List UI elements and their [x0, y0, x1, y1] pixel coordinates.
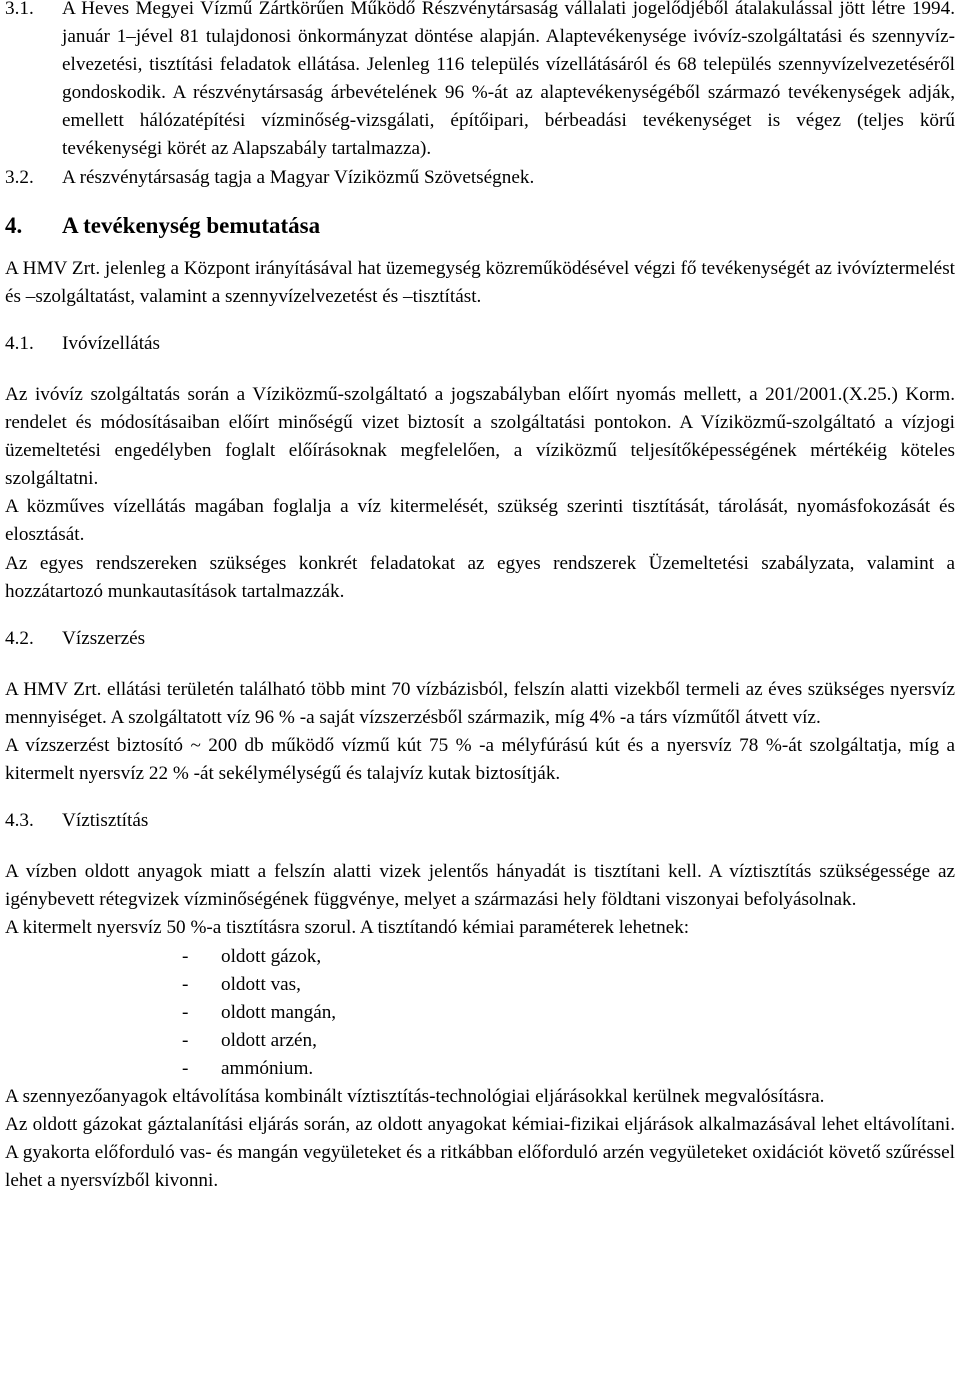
heading-number: 4.1.	[5, 332, 34, 354]
section-3-2	[5, 164, 955, 192]
section-4-intro: A HMV Zrt. jelenleg a Központ irányításával hat üzemegység közreműködésével végzi fő tevékenységét az ivóvíztermelést és –szolgáltatást, valamint a szennyvízelvezetést és –tisztítást.	[5, 257, 955, 307]
list-item: - oldott mangán,	[182, 999, 955, 1027]
paragraph: A vízszerzést biztosító ~ 200 db működő vízmű kút 75 % -a mélyfúrású kút és a nyersvíz 78 %-át szolgáltatja, míg a kitermelt nyersvíz 22 % -át sekélymélységű és talajvíz kutak biztosítják.	[5, 734, 955, 785]
section-text: A Heves Megyei Vízmű Zártkörűen Működő Részvénytársaság vállalati jogelődjéből átalakulással jött létre 1994. január 1–jével 81 tulajdonosi önkormányzat döntése alapján. Alaptevékenysége ivóvíz-szolgáltatási és szennyvíz-elvezetési, tisztítási feladatok ellátása. Jelenleg 116 település vízellátásáról és 68 település szennyvízelvezetéséről gondoskodik. A részvénytársaság árbevételének 96 %-át az alaptevékenységéből származó tevékenységek adják, emellett hálózatépítési vízminőség-vizsgálati, építőipari, bérbeadási tevékenységet is végez (teljes körű tevékenységi körét az Alapszabály tartalmazza).	[62, 0, 955, 160]
paragraph: A HMV Zrt. ellátási területén található több mint 70 vízbázisból, felszín alatti vizekből termeli az éves szükséges nyersvíz mennyiséget. A szolgáltatott víz 96 % -a saját vízszerzésből származik, míg 4% -a társ vízműtől átvett víz.	[5, 678, 955, 728]
paragraph: A közműves vízellátás magában foglalja a víz kitermelését, szükség szerinti tisztítását, tárolását, nyomásfokozását és elosztását.	[5, 496, 955, 546]
paragraph: A vízben oldott anyagok miatt a felszín alatti vizek jelentős hányadát is tisztítani kell. A víztisztítás szükségessége az igénybevett rétegvizek vízminőségének függvénye, melyet a származási hely földtani viszonyai befolyásolnak.	[5, 861, 955, 911]
heading-number: 4.	[5, 212, 23, 238]
paragraph: A szennyezőanyagok eltávolítása kombinált víztisztítás-technológiai eljárásokkal kerülnek megvalósításra.	[5, 1086, 825, 1107]
section-number: 3.1.	[5, 0, 34, 19]
document-page	[5, 0, 955, 1195]
heading-title: Vízszerzés	[62, 627, 146, 649]
list-item: - oldott gázok,	[182, 943, 955, 971]
paragraph: Az oldott gázokat gáztalanítási eljárás során, az oldott anyagokat kémiai-fizikai eljárások alkalmazásával lehet eltávolítani. A gyakorta előforduló vas- és mangán vegyületeket és a ritkábban előforduló arzén vegyületeket oxidációt követő szűréssel lehet a nyersvízből kivonni.	[5, 1114, 955, 1192]
list-item: - ammónium.	[182, 1055, 955, 1083]
heading-section-4	[5, 211, 955, 241]
heading-title: A tevékenység bemutatása	[62, 212, 321, 238]
heading-number: 4.3.	[5, 810, 34, 832]
heading-section-4-2	[5, 625, 955, 653]
parameter-list	[5, 943, 955, 1083]
section-3-1	[5, 0, 955, 164]
heading-section-4-3	[5, 807, 955, 835]
section-number: 3.2.	[5, 166, 34, 188]
heading-title: Víztisztítás	[62, 810, 149, 832]
list-item: - oldott arzén,	[182, 1027, 955, 1055]
section-text: A részvénytársaság tagja a Magyar Víziközmű Szövetségnek.	[62, 166, 535, 188]
paragraph: Az ivóvíz szolgáltatás során a Víziközmű-szolgáltató a jogszabályban előírt nyomás mellett, a 201/2001.(X.25.) Korm. rendelet és módosításaiban előírt minőségű vizet biztosít a szolgáltatási pontokon. A Víziközmű-szolgáltató a vízjogi üzemeltetési engedélyben foglalt előírásoknak megfelelően, a víziközmű teljesítőképességének mértékéig köteles szolgáltatni.	[5, 383, 955, 490]
heading-title: Ivóvízellátás	[62, 332, 161, 354]
paragraph: A kitermelt nyersvíz 50 %-a tisztításra szorul. A tisztítandó kémiai paraméterek lehetnek:	[5, 917, 690, 939]
heading-number: 4.2.	[5, 627, 34, 649]
heading-section-4-1	[5, 330, 955, 358]
paragraph: Az egyes rendszereken szükséges konkrét feladatokat az egyes rendszerek Üzemeltetési szabályzata, valamint a hozzátartozó munkautasítások tartalmazzák.	[5, 552, 955, 602]
list-item: - oldott vas,	[182, 971, 955, 999]
